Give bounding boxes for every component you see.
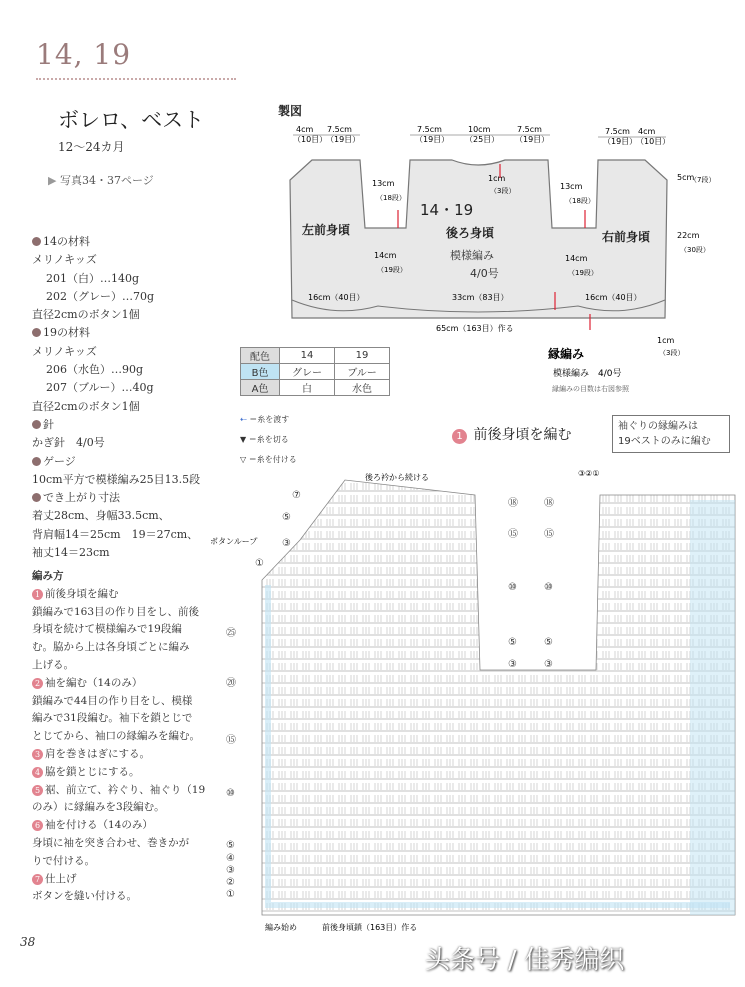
dim-33cm: 33cm（83目） xyxy=(452,293,509,302)
dim-1cm-row: （3段） xyxy=(490,187,516,195)
dim-5cm-row: （7段） xyxy=(690,176,716,184)
legend-item: ▼ ＝糸を切る xyxy=(240,435,289,444)
dim-1cm: 1cm xyxy=(488,174,506,183)
dim-4cm-st: （10目） xyxy=(293,135,328,144)
page-number: 38 xyxy=(20,935,36,949)
svg-text:①: ① xyxy=(255,558,264,569)
dim-22cm-row: （30段） xyxy=(680,246,710,254)
svg-text:⑦: ⑦ xyxy=(292,490,301,501)
step-6-line: りで付ける。 xyxy=(32,854,95,867)
m14-color1: 201（白）…140g xyxy=(46,271,140,285)
triangle-icon: ▶ xyxy=(48,174,57,187)
step-2-line: 鎖編みで44目の作り目をし、模様 xyxy=(32,694,193,707)
step-1-line: 身頃を続けて模様編みで19段編 xyxy=(32,623,182,636)
size-line1: 着丈28cm、身幅33.5cm、 xyxy=(32,509,170,523)
svg-text:⑩: ⑩ xyxy=(544,582,553,593)
dim-10cm: 10cm xyxy=(468,125,491,134)
svg-text:③: ③ xyxy=(508,659,517,670)
schematic-heading: 製図 xyxy=(278,104,303,118)
section-title: 1 前後身頃を編む xyxy=(452,424,571,444)
step-4-title: 4 脇を鎖とじにする。 xyxy=(32,764,242,782)
svg-text:②: ② xyxy=(226,877,235,888)
right-front-label: 右前身頃 xyxy=(602,230,651,244)
svg-text:⑮: ⑮ xyxy=(226,735,236,746)
svg-text:⑤: ⑤ xyxy=(508,637,517,648)
size-line2: 背肩幅14＝25cm 19＝27cm、 xyxy=(32,527,199,541)
instructions-head: 編み方 xyxy=(32,570,64,582)
svg-text:⑤: ⑤ xyxy=(282,512,291,523)
step-1-line: 上げる。 xyxy=(32,658,74,671)
dim-5cm: 5cm xyxy=(677,173,695,182)
step-5-title: 5 裾、前立て、衿ぐり、袖ぐり（19 xyxy=(32,782,242,800)
dim-1cm: 1cm xyxy=(657,336,675,345)
svg-text:⑳: ⑳ xyxy=(226,678,236,689)
svg-text:③: ③ xyxy=(282,538,291,549)
page-title: ボレロ、ベスト xyxy=(58,108,205,132)
dim-13cm: 13cm xyxy=(372,179,395,188)
dim-65cm: 65cm（163目）作る xyxy=(436,324,514,333)
watermark: 头条号 / 佳秀编织 xyxy=(425,945,625,974)
svg-text:③: ③ xyxy=(226,865,235,876)
dim-13cm: 13cm xyxy=(560,182,583,191)
hook-label: 4/0号 xyxy=(470,267,499,280)
m19-yarn: メリノキッズ xyxy=(32,344,97,358)
dim-16cm: 16cm（40目） xyxy=(585,293,642,302)
step-6-line: 身頃に袖を突き合わせ、巻きかが xyxy=(32,836,190,849)
step-7-title: 7 仕上げ xyxy=(32,871,242,889)
svg-text:⑤: ⑤ xyxy=(544,637,553,648)
dim-7-5-st: （19目） xyxy=(415,135,450,144)
svg-text:①: ① xyxy=(226,889,235,900)
dim-4cm: 4cm xyxy=(296,125,314,134)
left-front-label: 左前身頃 xyxy=(302,223,351,237)
size-head: でき上がり寸法 xyxy=(32,489,242,507)
svg-text:⑩: ⑩ xyxy=(508,582,517,593)
dim-1cm-row: （3段） xyxy=(659,349,685,357)
svg-text:⑤: ⑤ xyxy=(226,840,235,851)
step-3-title: 3 肩を巻きはぎにする。 xyxy=(32,746,242,764)
size-line3: 袖丈14＝23cm xyxy=(32,546,110,560)
m19-color2: 207（ブルー）…40g xyxy=(46,381,154,395)
chart-body xyxy=(262,480,735,915)
needle-value: かぎ針 4/0号 xyxy=(32,436,105,450)
center-label: 14・19 xyxy=(420,201,474,219)
svg-text:㉕: ㉕ xyxy=(226,628,236,639)
dim-14cm-row: （19段） xyxy=(377,266,407,274)
gauge-head: ゲージ xyxy=(32,453,242,471)
step-1-line: む。脇から上は各身頃ごとに編み xyxy=(32,641,190,654)
legend-item: ▽ ＝糸を付ける xyxy=(240,455,297,464)
dim-7-5-st: （19目） xyxy=(515,135,550,144)
gauge-value: 10cm平方で模様編み25目13.5段 xyxy=(32,472,201,486)
step-2-line: とじてから、袖口の縁編みを編む。 xyxy=(32,730,200,743)
dim-7-5: 7.5cm xyxy=(605,127,630,136)
back-neck-label: 後ろ衿から続ける xyxy=(365,473,429,482)
foundation-label: 前後身頃鎖（163目）作る xyxy=(322,923,418,932)
dim-22cm: 22cm xyxy=(677,231,700,240)
step-7-line: ボタンを縫い付ける。 xyxy=(32,890,137,903)
dim-14cm-row: （19段） xyxy=(568,269,598,277)
dim-7-5: 7.5cm xyxy=(417,125,442,134)
needle-head: 針 xyxy=(32,416,242,434)
step-1-line: 鎖編みで163目の作り目をし、前後 xyxy=(32,605,200,618)
back-label: 後ろ身頃 xyxy=(446,226,495,240)
svg-text:⑱: ⑱ xyxy=(508,498,518,509)
border-note: 縁編みの目数は右図参照 xyxy=(552,385,629,393)
pattern-numbers: 14, 19 xyxy=(36,38,132,71)
button-loop-label: ボタンループ xyxy=(210,537,258,546)
step-6-title: 6 袖を付ける（14のみ） xyxy=(32,817,242,835)
m14-color2: 202（グレー）…70g xyxy=(46,289,155,303)
dim-14cm: 14cm xyxy=(374,251,397,260)
pattern-label: 模様編み xyxy=(450,249,494,262)
svg-text:⑱: ⑱ xyxy=(544,498,554,509)
m14-head: 14の材料 xyxy=(32,233,242,251)
dim-4cm-st: （10目） xyxy=(636,137,671,146)
step-2-title: 2 袖を編む（14のみ） xyxy=(32,675,242,693)
dim-7-5-st: （19目） xyxy=(603,137,638,146)
start-label: 編み始め xyxy=(265,923,297,932)
m19-head: 19の材料 xyxy=(32,324,242,342)
dim-7-5: 7.5cm xyxy=(327,125,352,134)
m14-button: 直径2cmのボタン1個 xyxy=(32,308,140,322)
photo-ref-text: 写真34・37ページ xyxy=(59,174,154,187)
step-5-line: のみ）に縁編みを3段編む。 xyxy=(32,801,165,814)
note-box: 袖ぐりの縁編みは 19ベストのみに編む xyxy=(612,415,730,453)
top-right-rows: ③②① xyxy=(578,469,600,478)
color-table: 配色 14 19 B色 グレー ブルー A色 白 水色 xyxy=(240,347,390,396)
dim-14cm: 14cm xyxy=(565,254,588,263)
dim-13cm-row: （18段） xyxy=(376,194,406,202)
dim-13cm-row: （18段） xyxy=(565,197,595,205)
step-2-line: 編みで31段編む。袖下を鎖とじで xyxy=(32,712,193,725)
svg-text:⑮: ⑮ xyxy=(544,529,554,540)
border-hook: 模様編み 4/0号 xyxy=(553,369,622,379)
svg-text:③: ③ xyxy=(544,659,553,670)
dim-4cm: 4cm xyxy=(638,127,656,136)
m19-button: 直径2cmのボタン1個 xyxy=(32,399,140,413)
dim-16cm: 16cm（40目） xyxy=(308,293,365,302)
border-title: 縁編み xyxy=(548,347,585,361)
dim-10cm-st: （25目） xyxy=(465,135,500,144)
svg-text:⑩: ⑩ xyxy=(226,788,235,799)
svg-text:⑮: ⑮ xyxy=(508,529,518,540)
border-band xyxy=(690,500,735,915)
age-range: 12〜24カ月 xyxy=(58,140,125,154)
legend-item: ⇠ ＝糸を渡す xyxy=(240,415,290,424)
m14-yarn: メリノキッズ xyxy=(32,253,97,267)
dim-7-5-st: （19目） xyxy=(326,135,361,144)
dim-7-5: 7.5cm xyxy=(517,125,542,134)
step-1-title: 1 前後身頃を編む xyxy=(32,586,242,604)
svg-text:④: ④ xyxy=(226,853,235,864)
m19-color1: 206（水色）…90g xyxy=(46,363,144,377)
